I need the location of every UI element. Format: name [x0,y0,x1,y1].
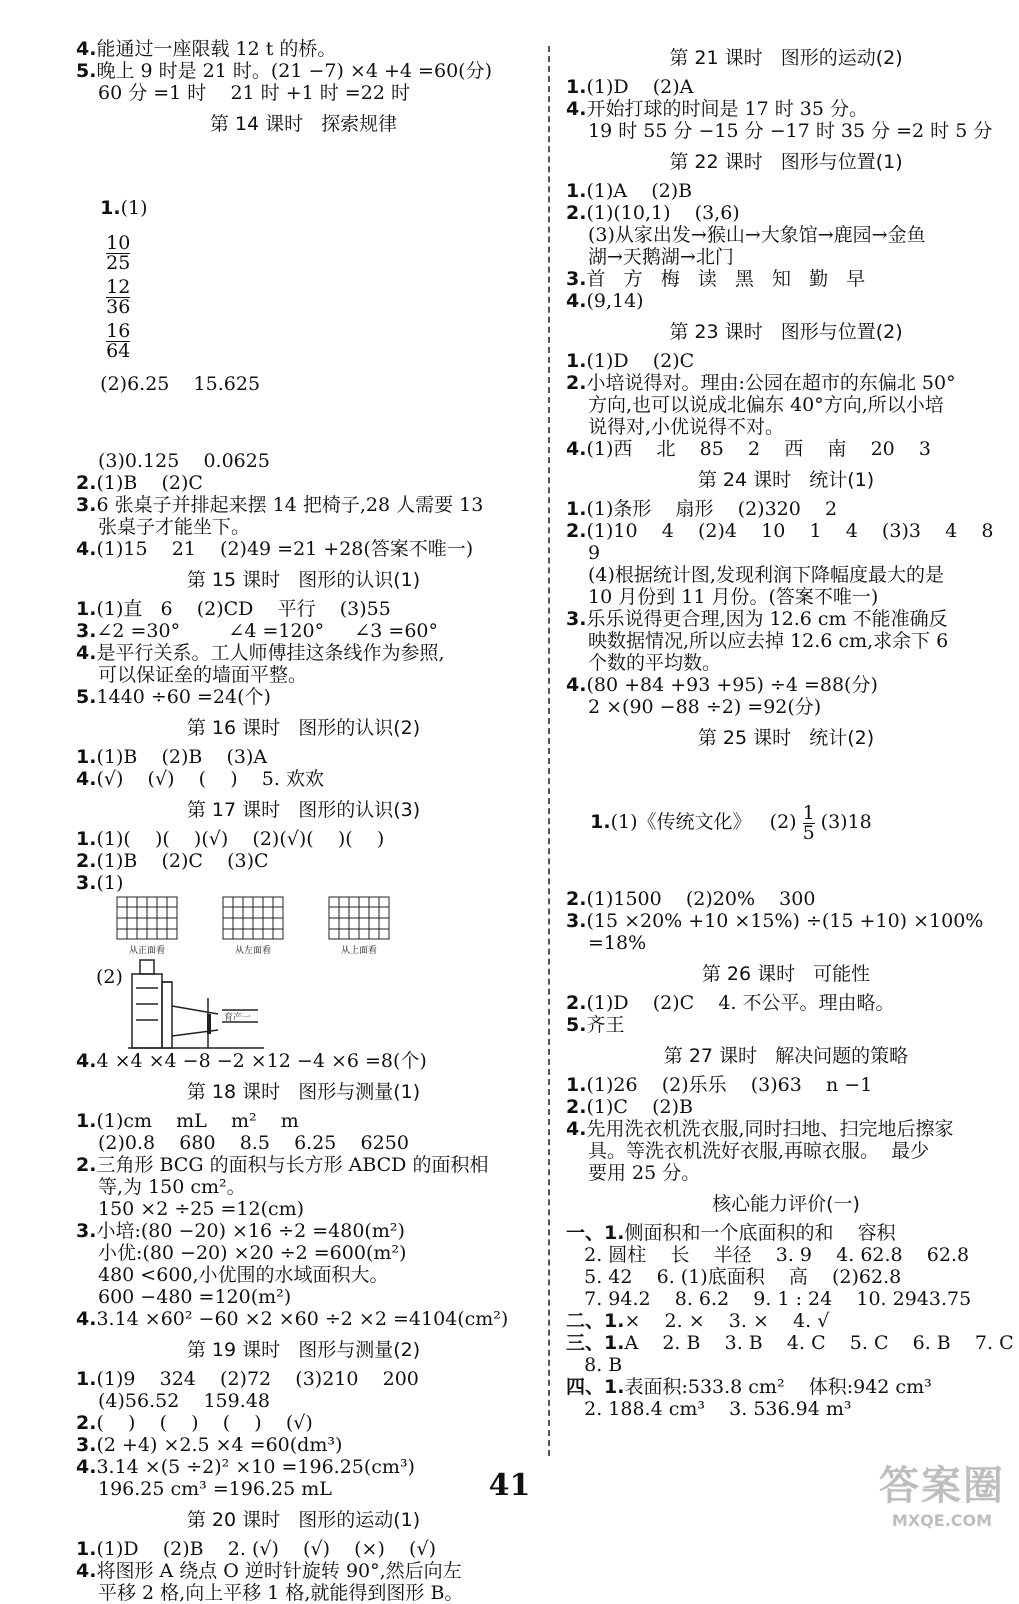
answer-text: 2. 圆柱 长 半径 3. 9 4. 62.8 62.8 [566,1244,970,1266]
section-title-15: 第 15 课时 图形的认识(1) [186,569,421,591]
answer-text: 能通过一座限载 12 t 的桥。 [96,38,337,60]
section-title-25: 第 25 课时 统计(2) [697,727,875,749]
item-number: 3. [566,910,587,932]
item-number: 4. [566,674,587,696]
item-number: 4. [566,1118,587,1140]
answer-text: 张桌子才能坐下。 [98,516,251,538]
answer-text: 60 分 =1 时 21 时 +1 时 =22 时 [98,82,410,104]
answer-text: (1)D (2)C [586,350,695,372]
answer-line [76,598,531,620]
answer-line [566,608,1006,630]
answer-line [566,202,1006,224]
item-number: 1. [76,1538,97,1560]
item-number: 2. [566,888,587,910]
answer-line [76,142,531,450]
item-number: 5. [76,686,97,708]
answer-text: 方向,也可以说成北偏东 40°方向,所以小培 [588,394,944,416]
item-number: 1. [566,498,587,520]
answer-line [566,564,1006,586]
item-number: 4. [76,642,97,664]
answer-text: 先用洗衣机洗衣服,同时扫地、扫完地后擦家 [586,1118,954,1140]
item-number: 2. [76,472,97,494]
item-number: 2. [76,1412,97,1434]
answer-line [566,910,1006,932]
answer-line [76,828,531,850]
answer-text: (1)(10,1) (3,6) [586,202,740,224]
answer-text: (9,14) [586,290,644,312]
answer-line [76,1434,531,1456]
answer-line [76,494,531,516]
answer-line [76,664,531,686]
answer-text: (1)D (2)A [586,76,694,98]
answer-line [76,1154,531,1176]
answer-text: 600 −480 =120(m²) [98,1286,292,1308]
answer-text: A 2. B 3. B 4. C 5. C 6. B 7. C [624,1332,1014,1354]
answer-line [566,268,1006,290]
figure-sign: 育产一 [224,1013,252,1023]
answer-text: (1)cm mL m² m [96,1110,299,1132]
answer-text: (2)0.8 680 8.5 6.25 6250 [98,1132,409,1154]
answer-text: (80 +84 +93 +95) ÷4 =88(分) [586,674,878,696]
answer-text: 8. B [566,1354,623,1376]
item-number: 1. [100,197,121,219]
answer-line [566,674,1006,696]
answer-text: (1) [96,872,124,894]
item-number: 1. [76,598,97,620]
answer-text: 小培:(80 −20) ×16 ÷2 =480(m²) [96,1220,405,1242]
item-number: 2. [76,1154,97,1176]
item-number: 4. [76,1456,97,1478]
section-title-16: 第 16 课时 图形的认识(2) [186,717,421,739]
answer-text: 乐乐说得更合理,因为 12.6 cm 不能准确反 [586,608,948,630]
answer-line [76,1132,531,1154]
answer-line [566,394,1006,416]
item-number: 3. [76,620,97,642]
item-number: 5. [76,60,97,82]
item-number: 4. [76,1560,97,1582]
answer-text: (1)直 6 (2)CD 平行 (3)55 [96,598,391,620]
answer-text: 要用 25 分。 [588,1162,701,1184]
answer-text: (1)26 (2)乐乐 (3)63 n −1 [586,1074,873,1096]
answer-text: (1)1500 (2)20% 300 [586,888,816,910]
answer-text: 6 张桌子并排起来摆 14 把椅子,28 人需要 13 [96,494,484,516]
answer-text: 3.14 ×(5 ÷2)² ×10 =196.25(cm³) [96,1456,415,1478]
answer-text: 将图形 A 绕点 O 逆时针旋转 90°,然后向左 [96,1560,462,1582]
page-number: 41 [488,1468,531,1503]
answer-line [566,290,1006,312]
caption: 从上面看 [340,946,377,956]
item-number: 4. [566,98,587,120]
answer-text: (1)C (2)B [586,1096,693,1118]
item-number: 1. [590,811,611,833]
answer-text: (1)西 北 85 2 西 南 20 3 [586,438,932,460]
answer-line [566,1014,1006,1036]
answer-line [76,872,531,894]
answer-text: (1)15 21 (2)49 =21 +28(答案不唯一) [96,538,474,560]
item-number: 1. [566,76,587,98]
answer-line [566,630,1006,652]
answer-line [566,76,1006,98]
answer-line [566,1244,1006,1266]
answer-text: 晚上 9 时是 21 时。(21 −7) ×4 +4 =60(分) [96,60,492,82]
answer-line [76,1242,531,1264]
answer-text: (1)9 324 (2)72 (3)210 200 [96,1368,419,1390]
item-number: 1. [566,1074,587,1096]
answer-text: 平移 2 格,向上平移 1 格,就能得到图形 B。 [98,1582,464,1604]
answer-line [76,1198,531,1220]
answer-line [566,1310,1006,1332]
answer-line [566,1266,1006,1288]
caption: 从正面看 [128,946,165,956]
answer-line [76,1110,531,1132]
item-number: 1. [76,1368,97,1390]
item-number: 3. [566,268,587,290]
answer-text: (1)( )( )(√) (2)(√)( )( ) [96,828,385,850]
section-title-17: 第 17 课时 图形的认识(3) [186,799,421,821]
answer-line [566,652,1006,674]
answer-line [76,1412,531,1434]
answer-text: 480 <600,小优围的水域面积大。 [98,1264,389,1286]
answer-text: (3)从家出发→猴山→大象馆→鹿园→金鱼 [588,224,926,246]
answer-text: (15 ×20% +10 ×15%) ÷(15 +10) ×100% [586,910,984,932]
answer-text: 4 ×4 ×4 −8 −2 ×12 −4 ×6 =8(个) [96,1050,427,1072]
answer-text: 具。等洗衣机洗好衣服,再晾衣服。 最少 [588,1140,930,1162]
answer-text: 19 时 55 分 −15 分 −17 时 35 分 =2 时 5 分 [588,120,993,142]
item-number: 3. [76,1220,97,1242]
answer-text: (3)0.125 0.0625 [98,450,270,472]
building-illustration [128,958,268,1050]
fraction: $\frac{16}{64}$ [106,319,131,362]
answer-text: 说得对,小优说得不对。 [588,416,785,438]
answer-text: (√) (√) ( ) 5. 欢欢 [96,768,324,790]
answer-line [76,38,531,60]
answer-line [566,1288,1006,1310]
answer-line [566,1354,1006,1376]
answer-line [566,224,1006,246]
watermark-url: MXQE.COM [891,1511,993,1530]
item-number: 三、1. [566,1332,625,1354]
answer-text: 5. 42 6. (1)底面积 高 (2)62.8 [566,1266,902,1288]
answer-text: 表面积:533.8 cm² 体积:942 cm³ [624,1376,932,1398]
answer-line [566,542,1006,564]
answer-line [566,1162,1006,1184]
answer-line [566,1332,1014,1354]
item-number: 4. [76,538,97,560]
section-title-24: 第 24 课时 统计(1) [697,469,875,491]
answer-line [76,1560,531,1582]
item-number: 4. [76,1050,97,1072]
answer-line [76,620,531,642]
answer-text: 齐王 [586,1014,625,1036]
answer-line [76,746,531,768]
answer-text: (1)条形 扇形 (2)320 2 [586,498,838,520]
grid-top-view [328,896,390,956]
answer-line [566,1118,1006,1140]
item-number: 4. [566,438,587,460]
item-number: 2. [566,992,587,1014]
item-number: 3. [76,1434,97,1456]
answer-text: ( ) ( ) ( ) (√) [96,1412,313,1434]
item-number: 1. [76,746,97,768]
item-number: 5. [566,1014,587,1036]
answer-line [76,1176,531,1198]
fraction: $\frac{10}{25}$ [106,231,131,274]
answer-line [76,1308,531,1330]
item-number: 4. [566,290,587,312]
answer-line [566,180,1006,202]
view-grids [116,896,531,956]
answer-text: (1)B (2)C [96,472,203,494]
answer-line [76,686,531,708]
answer-text: (1)D (2)C 4. 不公平。理由略。 [586,992,895,1014]
answer-line [566,888,1006,910]
section-title-20: 第 20 课时 图形的运动(1) [186,1509,421,1531]
building-figure-block [76,958,531,1050]
item-number: 2. [566,520,587,542]
item-number: 四、1. [566,1376,625,1398]
answer-text: 2 ×(90 −88 ÷2) =92(分) [588,696,822,718]
answer-text: 小优:(80 −20) ×20 ÷2 =600(m²) [98,1242,407,1264]
answer-text: (1) [120,197,148,219]
answer-line [566,498,1006,520]
answer-text: 是平行关系。工人师傅挂这条线作为参照, [96,642,445,664]
answer-text: 可以保证垒的墙面平整。 [98,664,308,686]
left-column [76,38,531,1604]
answer-line [76,1390,531,1412]
section-title-21: 第 21 课时 图形的运动(2) [669,47,903,69]
answer-line [566,246,1006,268]
section-title-eval: 核心能力评价(一) [712,1193,860,1215]
answers-15 [76,598,531,708]
answer-text: (4)根据统计图,发现利润下降幅度最大的是 [588,564,944,586]
answer-line [566,372,1006,394]
answer-text: (1)10 4 (2)4 10 1 4 (3)3 4 8 [586,520,994,542]
answer-line [76,516,531,538]
answer-line [76,768,531,790]
answer-line [566,932,1006,954]
watermark-text: 答案圈 [879,1463,1005,1509]
section-title-22: 第 22 课时 图形与位置(1) [669,151,903,173]
answer-text: (2)6.25 15.625 [100,373,261,395]
item-number: 4. [76,1308,97,1330]
answer-line [566,520,1006,542]
answer-line [566,992,1006,1014]
item-number: 1. [566,350,587,372]
answer-text: (1)D (2)B 2. (√) (√) (×) (√) [96,1538,436,1560]
answer-line [76,1538,531,1560]
item-number: 1. [566,180,587,202]
figure-label: (2) [96,966,123,988]
item-number: 1. [76,1110,97,1132]
answer-text: 三角形 BCG 的面积与长方形 ABCD 的面积相 [96,1154,489,1176]
section-title-19: 第 19 课时 图形与测量(2) [186,1339,421,1361]
answer-text: ∠2 =30° ∠4 =120° ∠3 =60° [96,620,438,642]
section-title-27: 第 27 课时 解决问题的策略 [663,1045,909,1067]
answer-text: (1)《传统文化》 (2) [610,811,797,833]
answer-line [566,416,1006,438]
answer-line [76,1582,531,1604]
answer-line [76,1286,531,1308]
answer-text: 开始打球的时间是 17 时 35 分。 [586,98,868,120]
answer-line [566,1222,1006,1244]
answer-text: 侧面积和一个底面积的和 容积 [624,1222,896,1244]
answer-line [566,1398,1006,1420]
answer-text: 150 ×2 ÷25 =12(cm) [98,1198,305,1220]
answer-line [566,350,1006,372]
item-number: 二、1. [566,1310,625,1332]
section-title-18: 第 18 课时 图形与测量(1) [186,1081,421,1103]
fraction: $\frac{1}{5}$ [802,801,815,844]
answer-text: (3)18 [820,811,872,833]
answer-text: 等,为 150 cm²。 [98,1176,246,1198]
answer-line [76,60,531,82]
answer-text: (4)56.52 159.48 [98,1390,270,1412]
item-number: 4. [76,768,97,790]
answer-text: 个数的平均数。 [588,652,722,674]
answer-line [76,1050,531,1072]
answer-text: (1)B (2)B (3)A [96,746,268,768]
answer-line [76,1368,531,1390]
answer-text: 2. 188.4 cm³ 3. 536.94 m³ [566,1398,852,1420]
answer-text: 1440 ÷60 =24(个) [96,686,271,708]
item-number: 2. [566,372,587,394]
item-number: 1. [76,828,97,850]
answer-text: 映数据情况,所以应去掉 12.6 cm,求余下 6 [588,630,949,652]
item-number: 4. [76,38,97,60]
answer-line [566,438,1006,460]
answer-text: 小培说得对。理由:公园在超市的东偏北 50° [586,372,956,394]
grid-left-view [222,896,284,956]
answer-line [566,1376,1006,1398]
answer-text: 10 月份到 11 月份。(答案不唯一) [588,586,879,608]
item-number: 一、1. [566,1222,625,1244]
answer-line [76,642,531,664]
column-divider [548,46,550,1456]
answer-line [76,1220,531,1242]
item-number: 2. [76,850,97,872]
answer-text: 湖→天鹅湖→北门 [588,246,734,268]
answer-text: (1)B (2)C (3)C [96,850,269,872]
answer-text: 7. 94.2 8. 6.2 9. 1 : 24 10. 2943.75 [566,1288,972,1310]
answer-line [76,538,531,560]
answer-line [566,1140,1006,1162]
answer-line [76,850,531,872]
answer-line [76,1264,531,1286]
item-number: 2. [566,1096,587,1118]
answer-text: 196.25 cm³ =196.25 mL [98,1478,332,1500]
item-number: 3. [76,494,97,516]
answer-text: (2 +4) ×2.5 ×4 =60(dm³) [96,1434,343,1456]
answer-text: 3.14 ×60² −60 ×2 ×60 ÷2 ×2 =4104(cm²) [96,1308,509,1330]
watermark-logo [879,1454,1005,1530]
caption: 从左面看 [234,946,271,956]
section-title-14: 第 14 课时 探索规律 [209,113,398,135]
fraction: $\frac{12}{36}$ [106,275,131,318]
item-number: 3. [566,608,587,630]
answer-text: =18% [588,932,647,954]
answer-text: × 2. × 3. × 4. √ [624,1310,830,1332]
answer-line [566,98,1006,120]
answer-line [566,120,1006,142]
answer-line [76,82,531,104]
answer-line [566,696,1006,718]
section-title-26: 第 26 课时 可能性 [701,963,871,985]
grid-front-view [116,896,178,956]
right-column [566,38,1014,1420]
answer-line [76,472,531,494]
item-number: 2. [566,202,587,224]
answer-line [566,586,1006,608]
item-number: 3. [76,872,97,894]
answer-line [76,450,531,472]
answer-text: (1)A (2)B [586,180,693,202]
answer-line [566,1074,1006,1096]
prev-answers [76,38,531,104]
answer-text: 9 [588,542,601,564]
section-title-23: 第 23 课时 图形与位置(2) [669,321,903,343]
answer-text: 首 方 梅 读 黑 知 勤 早 [586,268,866,290]
answer-line [566,1096,1006,1118]
answer-line [566,756,1006,888]
